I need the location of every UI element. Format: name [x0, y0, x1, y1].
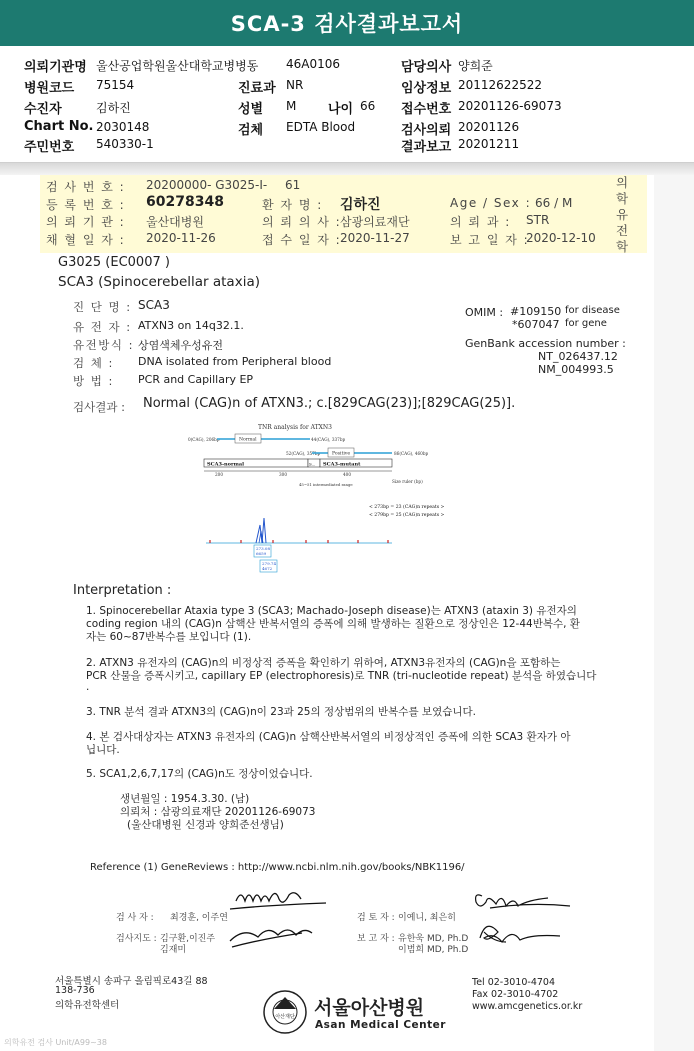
omim-disease-note: for disease: [565, 305, 620, 316]
mutant-right-label: 86(CAG), 460bp: [394, 451, 429, 456]
right-margin: [654, 175, 694, 1051]
interp-3: 3. TNR 분석 결과 ATXN3의 (CAG)n이 23과 25의 정상범위의 반복수를 보였습니다.: [86, 706, 476, 718]
interp-2-line-2: PCR 산물을 증폭시키고, capillary EP (electrophoresis)로 TNR (tri-nucleotide repeat) 분석을 하였습니다: [86, 670, 597, 682]
receipt-value: 20201126-69073: [458, 99, 562, 113]
requester-line: 의뢰처 : 삼광의료재단 20201126-69073: [120, 806, 316, 818]
req-inst-label: 의 뢰 기 관 :: [46, 215, 126, 229]
req-inst-value: 울산대병원: [146, 215, 204, 229]
interpretation-title: Interpretation :: [73, 583, 172, 598]
inherit-label: 유전방식 :: [73, 338, 134, 352]
reporter-value-2: 이범희 MD, Ph.D: [398, 945, 469, 955]
chart-no-value: 2030148: [96, 120, 150, 134]
size-ruler-label: Size ruler (bp): [392, 479, 423, 484]
repeat-label-2: < 279bp = 25 (CAG)n repeats >: [369, 513, 445, 518]
test-no-value: 20200000- G3025-I-: [146, 178, 268, 192]
department-label: 진료과: [238, 81, 276, 96]
method-label: 방 법 :: [73, 374, 114, 388]
reviewer-value: 이예니, 최은히: [398, 913, 456, 923]
tester-signature: [228, 881, 328, 956]
supervisor-value-2: 김재미: [160, 945, 187, 955]
tester-label: 검 사 자 :: [116, 913, 154, 923]
omim-gene-note: for gene: [565, 318, 607, 329]
normal-box-label: Normal: [239, 437, 257, 443]
age-label: 나이: [328, 102, 354, 117]
intermediate-range-label: 45~51 intermediated range: [299, 482, 353, 487]
peak-1-size: 273.08: [256, 546, 270, 551]
hospital-code-label: 병원코드: [24, 81, 75, 96]
report-date-label: 결과보고: [401, 140, 452, 155]
institution-code: 46A0106: [286, 57, 341, 71]
interp-1-line-3: 자는 60~87반복수를 보입니다 (1).: [86, 631, 252, 643]
collect-label: 채 혈 일 자 :: [46, 233, 126, 247]
seal-center-text: 아산재단: [275, 1014, 295, 1020]
req-dept-label: 의 뢰 과 :: [450, 215, 511, 229]
tick-200: 200: [215, 472, 223, 477]
doctor-value: 양희준: [458, 59, 493, 73]
requester-line-2: (울산대병원 신경과 양희준선생님): [127, 819, 284, 831]
request-date-label: 검사의뢰: [401, 123, 452, 138]
peak-blue-main: [256, 518, 266, 543]
req-doc-label: 의 뢰 의 사 :: [262, 215, 342, 229]
bar-mid-label: S...: [309, 461, 316, 467]
id-value: 540330-1: [96, 137, 154, 151]
report-label: 보 고 일 자 :: [450, 233, 530, 247]
institution-value: 울산공업학원울산대학교병병동: [96, 59, 259, 73]
inherit-value: 상염색체우성유전: [138, 339, 224, 352]
id-label: 주민번호: [24, 140, 75, 155]
hospital-code-value: 75154: [96, 78, 135, 92]
footer-code: 의학유전 검사 Unit/A99~38: [4, 1038, 107, 1047]
mutant-box-label: Positive: [332, 451, 351, 457]
interp-5: 5. SCA1,2,6,7,17의 (CAG)n도 정상이었습니다.: [86, 768, 313, 780]
specimen-label: 검체: [238, 123, 264, 138]
address-2: 138-736: [55, 985, 95, 996]
tester-value: 최경훈, 이주연: [170, 913, 228, 923]
patient-name-value: 김하진: [340, 197, 381, 213]
reporter-label: 보 고 자 :: [357, 934, 395, 944]
report-title: SCA-3 검사결과보고서: [0, 0, 694, 46]
interp-4-line-1: 4. 본 검사대상자는 ATXN3 유전자의 (CAG)n 삼핵산반복서열의 비정상적인 증폭에 의한 SCA3 환자가 아: [86, 731, 571, 743]
genbank-label: GenBank accession number :: [465, 337, 626, 350]
interp-1-line-1: 1. Spinocerebellar Ataxia type 3 (SCA3; Machado-Joseph disease)는 ATXN3 (ataxin 3) 유전자의: [86, 605, 577, 617]
reviewer-signature: [470, 880, 580, 955]
sex-value: M: [286, 99, 297, 113]
patient-name-label: 환 자 명 :: [262, 198, 323, 212]
specimen-label-2: 검 체 :: [73, 356, 114, 370]
clinical-value: 20112622522: [458, 78, 542, 92]
omim-label: OMIM :: [465, 306, 504, 319]
peak-1-height: 6659: [256, 551, 267, 556]
test-no-label: 검 사 번 호 :: [46, 180, 126, 194]
normal-left-label: 0(CAG), 206bp: [188, 437, 220, 442]
reviewer-label: 검 토 자 :: [357, 913, 395, 923]
tick-300: 300: [279, 472, 287, 477]
omim-gene: *607047: [512, 318, 560, 331]
interp-2-line-1: 2. ATXN3 유전자의 (CAG)n의 비정상적 증폭을 확인하기 위하여, ATXN3유전자의 (CAG)n을 포함하는: [86, 657, 561, 669]
omim-disease: #109150: [510, 305, 562, 318]
normal-right-label: 44(CAG), 337bp: [311, 437, 346, 442]
department-value: NR: [286, 78, 304, 92]
asan-foundation-seal: [262, 989, 308, 1035]
peak-2-size: 279.74: [262, 561, 276, 566]
department-vertical-label: 의 학 유 전 학: [615, 175, 629, 254]
req-doc-value: 삼광의료재단: [340, 215, 410, 229]
supervisor-value: 김구환,이진주: [160, 934, 216, 944]
address-3: 의학유전학센터: [55, 1000, 120, 1011]
method-value: PCR and Capillary EP: [138, 373, 254, 386]
doctor-label: 담당의사: [401, 60, 452, 75]
report-value: 2020-12-10: [526, 231, 596, 245]
separator-shadow: [0, 163, 694, 175]
patient-label: 수진자: [24, 102, 62, 117]
chart-no-label: Chart No.: [24, 119, 94, 134]
interp-4-line-2: 닙니다.: [86, 744, 120, 756]
peak-2-height: 4672: [262, 566, 273, 571]
fax: Fax 02-3010-4702: [472, 989, 559, 1000]
collect-value: 2020-11-26: [146, 231, 216, 245]
reporter-value: 유한욱 MD, Ph.D: [398, 934, 469, 944]
receipt-label: 접수번호: [401, 102, 452, 117]
repeat-label-1: < 273bp = 23 (CAG)n repeats >: [369, 505, 445, 510]
birth-line: 생년월일 : 1954.3.30. (남): [120, 793, 250, 805]
supervisor-label: 검사지도 :: [116, 934, 157, 944]
age-sex-label: Age / Sex :: [450, 196, 532, 210]
result-value: Normal (CAG)n of ATXN3.; c.[829CAG(23)];[829CAG(25)].: [143, 396, 516, 411]
genbank-2: NM_004993.5: [538, 363, 614, 376]
clinical-label: 임상정보: [401, 81, 452, 96]
sex-label: 성별: [238, 102, 264, 117]
reg-no-value: 60278348: [146, 194, 224, 210]
website: www.amcgenetics.or.kr: [472, 1001, 583, 1012]
tnr-figure: [180, 421, 460, 581]
bar-normal-label: SCA3-normal: [207, 461, 245, 468]
specimen-value-2: DNA isolated from Peripheral blood: [138, 355, 332, 368]
institution-label: 의뢰기관명: [24, 60, 87, 75]
mutant-left-label: 52(CAG), 357bp: [286, 451, 321, 456]
report-date-value: 20201211: [458, 137, 520, 151]
scanned-report: [0, 175, 694, 1051]
req-dept-value: STR: [526, 213, 550, 227]
order-header: [0, 50, 694, 163]
patient-info-box: [40, 175, 647, 253]
bar-mutant-label: SCA3-mutant: [323, 461, 361, 468]
interp-1-line-2: coding region 내의 (CAG)n 삼핵산 반복서열의 증폭에 의해 발생하는 질환으로 정상인은 12-44반복수, 환: [86, 618, 580, 630]
age-value: 66: [360, 99, 376, 113]
gene-label: 유 전 자 :: [73, 320, 132, 334]
gene-value: ATXN3 on 14q32.1.: [138, 319, 244, 332]
reference: Reference (1) GeneReviews : http://www.ncbi.nlm.nih.gov/books/NBK1196/: [90, 862, 465, 873]
reg-no-label: 등 록 번 호 :: [46, 198, 126, 212]
genbank-1: NT_026437.12: [538, 350, 618, 363]
interp-2-line-3: .: [86, 681, 90, 693]
tel: Tel 02-3010-4704: [472, 977, 555, 988]
logo-korean: 서울아산병원: [314, 997, 425, 1019]
receive-value: 2020-11-27: [340, 231, 410, 245]
test-name: SCA3 (Spinocerebellar ataxia): [58, 274, 260, 290]
logo-english: Asan Medical Center: [315, 1019, 446, 1031]
test-no-suffix: 61: [285, 178, 301, 192]
test-code: G3025 (EC0007 ): [58, 255, 170, 270]
specimen-value: EDTA Blood: [286, 120, 356, 134]
tick-400: 400: [343, 472, 351, 477]
address-1: 서울특별시 송파구 올림픽로43길 88: [55, 976, 208, 987]
receive-label: 접 수 일 자 :: [262, 233, 342, 247]
figure-title: TNR analysis for ATXN3: [258, 424, 332, 431]
result-label: 검사결과 :: [73, 400, 125, 414]
age-sex-value: 66 / M: [535, 196, 573, 210]
patient-value: 김하진: [96, 101, 131, 115]
request-date-value: 20201126: [458, 120, 520, 134]
diagnosis-label: 진 단 명 :: [73, 300, 132, 314]
diagnosis-value: SCA3: [138, 298, 170, 312]
